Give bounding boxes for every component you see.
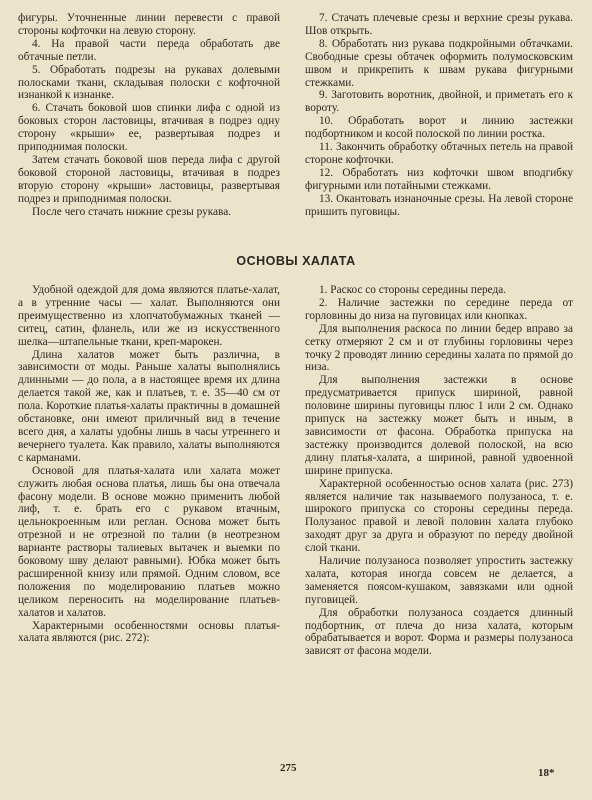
paragraph: 12. Обработать низ кофточки швом вподгибку фигурными или потайными стежками. bbox=[305, 166, 573, 192]
paragraph: Наличие полузаноса позволяет упростить застежку халата, которая иногда совсем не делается, а заменяется поясом-кушаком, завязками или одной пуговицей. bbox=[305, 555, 573, 606]
top-right-column bbox=[305, 12, 573, 219]
paragraph: 11. Закончить обработку обтачных петель на правой стороне кофточки. bbox=[305, 141, 573, 166]
paragraph: Характерной особенностью основ халата (рис. 273) является наличие так называемого полузаноса, т. е. широкого припуска со стороны середины переда. Полузанос правой и левой половин халата глубоко заходят друг за друга и образуют по переду двойной слой ткани. bbox=[305, 477, 573, 555]
paragraph: 4. На правой части переда обработать две обтачные петли. bbox=[18, 37, 280, 63]
paragraph: 9. Заготовить воротник, двойной, и приметать его к вороту. bbox=[305, 89, 573, 115]
paragraph: Для обработки полузаноса создается длинный подбортник, от плеча до низа халата, которым обрабатывается и ворот. Форма и размеры полузаноса зависят от фасона модели. bbox=[305, 606, 573, 658]
paragraph: 7. Стачать плечевые срезы и верхние срезы рукава. Шов открыть. bbox=[305, 12, 573, 37]
paragraph: Удобной одеждой для дома являются платье-халат, а в утренние часы — халат. Выполняются они преимущественно из хлопчатобумажных тканей — ситец, сатин, фланель, или же из искусственного шелка—штапельные ткани, креп-марокен. bbox=[18, 284, 280, 348]
paragraph: Для выполнения раскоса по линии бедер вправо за сетку отмеряют 2 см и от глубины горловины через точку 2 проводят линию середины халата по прямой до низа. bbox=[305, 322, 573, 374]
paragraph: 10. Обработать ворот и линию застежки подбортником и косой полоской по линии ростка. bbox=[305, 115, 573, 141]
paragraph: Основой для платья-халата или халата может служить любая основа платья, лишь бы она отвечала фасону модели. В основе можно применить любой лиф, т. е. брать его с рукавом втачным, цельнокроенным или реглан. Основа может быть отрезной и не отрезной по талии (в неотрезном варианте растворы талиевых вытачек и выемки по боковому шву делают равными). Юбка может быть расширенной книзу или прямой. Одним словом, все положения по моделированию платьев можно целиком переносить на моделирование платьев-халатов и халатов. bbox=[18, 464, 280, 619]
paragraph: Длина халатов может быть различна, в зависимости от моды. Раньше халаты выполнялись длинными — до пола, а в настоящее время их длина делается такой же, как и платьев, т. е. 35—40 см от пола. Короткие платья-халаты практичны в домашней обстановке, они имеют приличный вид в течение всего дня, а халаты удобны лишь в часы утреннего и вечернего туалета. Как правило, халаты выполняются с карманами. bbox=[18, 348, 280, 464]
paragraph: Характерными особенностями основы платья-халата являются (рис. 272): bbox=[18, 619, 280, 645]
paragraph: 13. Окантовать изнаночные срезы. На левой стороне пришить пуговицы. bbox=[305, 192, 573, 218]
paragraph: 6. Стачать боковой шов спинки лифа с одной из боковых сторон ластовицы, втачивая в подрез одну сторону «крыши» ее, развертывая подрез и приподнимая полоски. bbox=[18, 102, 280, 154]
bottom-right-column bbox=[305, 284, 573, 658]
paragraph: 1. Раскос со стороны середины переда. bbox=[319, 284, 507, 296]
paragraph: 8. Обработать низ рукава подкройными обтачками. Свободные срезы обтачек оформить полумосковским швом и прикрепить к швам рукава фигурными стежками. bbox=[305, 37, 573, 89]
section-heading: ОСНОВЫ ХАЛАТА bbox=[236, 254, 356, 268]
paragraph: фигуры. Уточненные линии перевести с правой стороны кофточки на левую сторону. bbox=[18, 12, 280, 37]
paragraph: После чего стачать нижние срезы рукава. bbox=[32, 205, 232, 218]
paragraph: 5. Обработать подрезы на рукавах долевыми полосками ткани, складывая полоски с кофточной изнанкой к изнанке. bbox=[18, 63, 280, 102]
bottom-left-column bbox=[18, 284, 280, 645]
page-number: 275 bbox=[280, 762, 297, 774]
top-left-column bbox=[18, 12, 280, 219]
paragraph: 2. Наличие застежки по середине переда от горловины до низа на пуговицах или кнопках. bbox=[305, 296, 573, 322]
printer-signature-mark: 18* bbox=[538, 767, 555, 779]
paragraph: Затем стачать боковой шов переда лифа с другой боковой стороной ластовицы, втачивая в подрез вторую сторону «крыши» ластовицы, развертывая подрез и приподнимая полоски. bbox=[18, 153, 280, 205]
paragraph: Для выполнения застежки в основе предусматривается припуск шириной, равной половине ширины пуговицы плюс 1 или 2 см. Однако припуск на застежку может быть и иным, в зависимости от фасона. Обработка припуска на застежку производится долевой полоской, на всю длину платья-халата, а шириной, равной удвоенной ширине припуска. bbox=[305, 374, 573, 477]
